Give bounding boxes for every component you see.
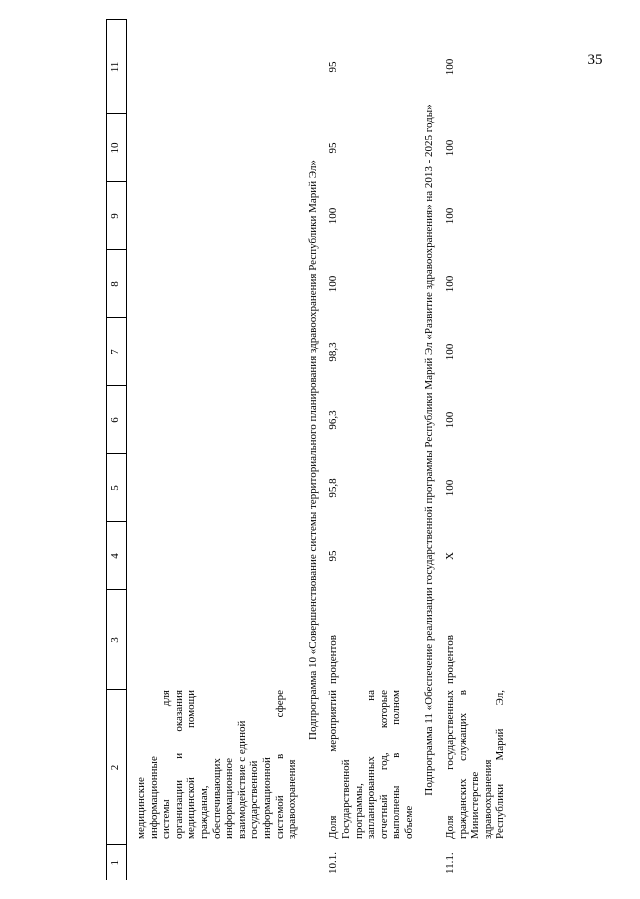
- table-row: [327, 20, 415, 880]
- value-col-4: [127, 522, 299, 590]
- value-col-4: 95: [327, 550, 340, 562]
- indicator-name-line: информационные: [147, 756, 160, 839]
- indicator-name-line: здравоохранения: [286, 759, 299, 839]
- rotated-page-content: [106, 20, 626, 880]
- value-col-8: [127, 250, 299, 318]
- header-col-11: 11: [107, 20, 127, 114]
- value-col-7: [127, 318, 299, 386]
- indicator-name: [127, 690, 299, 845]
- header-col-5: 5: [107, 454, 127, 522]
- indicator-name-line: системой в сфере: [273, 690, 286, 839]
- indicator-name-line: запланированных на: [365, 690, 378, 839]
- indicator-name-line: выполнены в полном: [390, 690, 403, 839]
- value-col-10: 95: [327, 142, 340, 154]
- indicator-name-line: отчетный год, которые: [377, 690, 390, 839]
- indicator-name-line: государственной: [248, 760, 261, 839]
- subprogram-title: Подпрограмма 10 «Совершенствование системы территориального планирования здравоохранения Республики Марий Эл»: [306, 160, 319, 740]
- table-row: [127, 20, 299, 880]
- row-number: 10.1.: [327, 852, 340, 874]
- subprogram-title: Подпрограмма 11 «Обеспечение реализации государственной программы Республики Марий Эл «Развитие здравоохранения» на 2013 - 2025 годы»: [423, 104, 436, 796]
- value-col-9: 100: [327, 207, 340, 225]
- value-col-5: 100: [444, 479, 457, 497]
- page-number: 35: [587, 52, 603, 68]
- header-col-7: 7: [107, 318, 127, 386]
- indicators-table: [106, 20, 507, 881]
- indicator-name-line: Государственной: [339, 759, 352, 839]
- header-col-8: 8: [107, 250, 127, 318]
- value-col-7: 100: [444, 343, 457, 361]
- indicator-name-line: Республики Марий Эл,: [494, 690, 507, 839]
- header-col-6: 6: [107, 386, 127, 454]
- value-col-11: 95: [327, 61, 340, 73]
- value-col-5: [127, 454, 299, 522]
- indicator-name-line: обеспечивающих: [210, 758, 223, 839]
- table-row: [444, 20, 507, 880]
- indicator-name-line: объеме: [402, 805, 415, 839]
- value-col-11: 100: [444, 58, 457, 76]
- indicator-name-line: здравоохранения: [481, 759, 494, 839]
- row-number: 11.1.: [444, 852, 457, 874]
- value-col-11: [127, 20, 299, 114]
- indicator-name-line: организации и оказания: [172, 690, 185, 839]
- indicator-name-line: гражданских служащих в: [456, 690, 469, 839]
- indicator-name: [444, 690, 507, 845]
- header-col-2: 2: [107, 690, 127, 845]
- header-col-10: 10: [107, 114, 127, 182]
- indicator-name-line: Доля мероприятий: [327, 690, 340, 839]
- value-col-6: 96,3: [327, 410, 340, 430]
- unit: процентов: [327, 635, 340, 684]
- row-number: [127, 845, 299, 880]
- indicator-name-line: информационное: [223, 757, 236, 839]
- indicator-name-line: системы для: [160, 690, 173, 839]
- indicator-name-line: медицинские: [135, 777, 147, 839]
- value-col-10: [127, 114, 299, 182]
- value-col-8: 100: [444, 275, 457, 293]
- indicator-name-line: медицинской помощи: [185, 690, 198, 839]
- indicator-name-line: Доля государственных: [444, 690, 457, 839]
- value-col-4: Х: [444, 552, 457, 560]
- value-col-6: [127, 386, 299, 454]
- indicator-name-line: взаимодействие с единой: [235, 720, 248, 839]
- indicator-name: [327, 690, 415, 845]
- column-number-header: [107, 20, 127, 880]
- header-col-1: 1: [107, 845, 127, 880]
- subprogram-title-row: [415, 20, 444, 880]
- value-col-5: 95,8: [327, 478, 340, 498]
- value-col-6: 100: [444, 411, 457, 429]
- unit: процентов: [444, 635, 457, 684]
- indicator-name-line: Министерстве: [469, 771, 482, 839]
- value-col-7: 98,3: [327, 342, 340, 362]
- value-col-10: 100: [444, 139, 457, 157]
- indicator-name-line: гражданам,: [197, 785, 210, 839]
- unit: [127, 590, 299, 690]
- header-col-9: 9: [107, 182, 127, 250]
- value-col-9: 100: [444, 207, 457, 225]
- indicator-name-line: программы,: [352, 783, 365, 839]
- indicator-name-line: информационной: [260, 757, 273, 839]
- subprogram-title-row: [299, 20, 328, 880]
- header-col-3: 3: [107, 590, 127, 690]
- header-col-4: 4: [107, 522, 127, 590]
- value-col-8: 100: [327, 275, 340, 293]
- value-col-9: [127, 182, 299, 250]
